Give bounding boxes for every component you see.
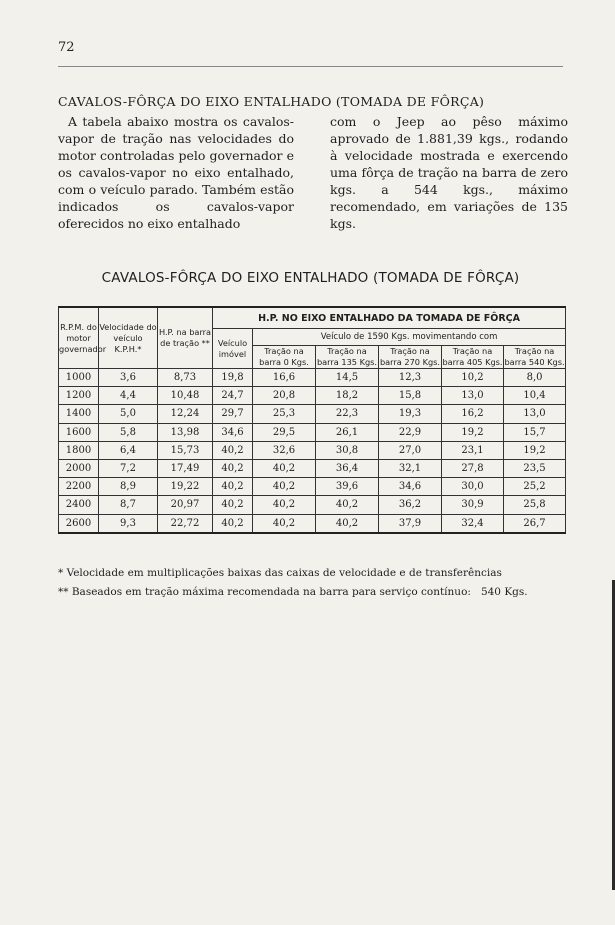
table-cell: 36,2 (379, 496, 442, 514)
table-cell: 1200 (59, 387, 99, 405)
table-cell: 1000 (59, 369, 99, 387)
table-cell: 40,2 (253, 514, 316, 533)
header-rpm: R.P.M. do motor governador (59, 307, 99, 369)
table-cell: 36,4 (316, 459, 379, 477)
table-cell: 5,8 (99, 423, 158, 441)
table-cell: 22,9 (379, 423, 442, 441)
table-cell: 12,3 (379, 369, 442, 387)
table-cell: 8,73 (158, 369, 213, 387)
table-cell: 19,22 (158, 478, 213, 496)
table-title: CAVALOS-FÔRÇA DO EIXO ENTALHADO (TOMADA DE FÔRÇA) (101, 270, 520, 286)
table-cell: 20,97 (158, 496, 213, 514)
page-number: 72 (58, 40, 75, 55)
table-cell: 19,2 (504, 441, 566, 459)
table-cell: 40,2 (316, 496, 379, 514)
intro-right-text: com o Jeep ao pêso máximo aprovado de 1.881,39 kgs., rodando à velocidade mostrada e exercendo uma fôrça de tração na barra de zero kgs. a 544 kgs., máximo recomendado, em variações de 135 kgs. (330, 114, 568, 231)
table-cell: 15,8 (379, 387, 442, 405)
table-body (59, 369, 566, 533)
table-cell: 19,2 (442, 423, 504, 441)
section-title: CAVALOS-FÔRÇA DO EIXO ENTALHADO (TOMADA DE FÔRÇA) (58, 94, 485, 109)
table-cell: 40,2 (213, 441, 253, 459)
table-cell: 29,5 (253, 423, 316, 441)
table-row (59, 459, 566, 477)
table-cell: 40,2 (253, 459, 316, 477)
header-hp-group: H.P. NO EIXO ENTALHADO DA TOMADA DE FÔRÇA (213, 307, 566, 329)
table-cell: 8,9 (99, 478, 158, 496)
table-cell: 26,7 (504, 514, 566, 533)
table-cell: 16,6 (253, 369, 316, 387)
table-cell: 19,8 (213, 369, 253, 387)
table-cell: 32,6 (253, 441, 316, 459)
table-cell: 8,7 (99, 496, 158, 514)
table-cell: 13,98 (158, 423, 213, 441)
table-row (59, 387, 566, 405)
table-cell: 34,6 (213, 423, 253, 441)
footnote-traction-text: ** Baseados em tração máxima recomendada na barra para serviço contínuo: (58, 586, 471, 598)
table-cell: 2600 (59, 514, 99, 533)
table-cell: 18,2 (316, 387, 379, 405)
header-rule (58, 66, 563, 67)
table-cell: 1400 (59, 405, 99, 423)
table-cell: 16,2 (442, 405, 504, 423)
header-hp-bar: H.P. na barra de tração ** (158, 307, 213, 369)
table-cell: 26,1 (316, 423, 379, 441)
table-cell: 23,5 (504, 459, 566, 477)
table-cell: 2200 (59, 478, 99, 496)
header-traction-0: Tração na barra 0 Kgs. (253, 346, 316, 369)
table-cell: 37,9 (379, 514, 442, 533)
table-cell: 4,4 (99, 387, 158, 405)
table-cell: 40,2 (213, 459, 253, 477)
table-cell: 40,2 (213, 514, 253, 533)
table-row (59, 514, 566, 533)
table-cell: 23,1 (442, 441, 504, 459)
table-row (59, 496, 566, 514)
table-cell: 27,8 (442, 459, 504, 477)
table-row (59, 405, 566, 423)
footnote-traction (58, 586, 568, 598)
table-row (59, 369, 566, 387)
table-cell: 15,73 (158, 441, 213, 459)
table-cell: 27,0 (379, 441, 442, 459)
table-cell: 2000 (59, 459, 99, 477)
table-cell: 5,0 (99, 405, 158, 423)
intro-left-column (58, 113, 294, 232)
table-cell: 40,2 (253, 478, 316, 496)
table-cell: 6,4 (99, 441, 158, 459)
table-cell: 30,9 (442, 496, 504, 514)
table-cell: 7,2 (99, 459, 158, 477)
table-row (59, 441, 566, 459)
header-traction-405: Tração na barra 405 Kgs. (442, 346, 503, 367)
table-cell: 32,4 (442, 514, 504, 533)
table-cell: 30,0 (442, 478, 504, 496)
table-cell: 1800 (59, 441, 99, 459)
table-cell: 19,3 (379, 405, 442, 423)
table-cell: 13,0 (442, 387, 504, 405)
table-cell: 40,2 (213, 478, 253, 496)
header-traction-270: Tração na barra 270 Kgs. (379, 346, 441, 367)
table-cell: 40,2 (316, 514, 379, 533)
table-cell: 25,2 (504, 478, 566, 496)
table-cell: 25,8 (504, 496, 566, 514)
table-cell: 22,3 (316, 405, 379, 423)
table-cell: 25,3 (253, 405, 316, 423)
header-traction-540: Tração na barra 540 Kgs. (504, 346, 565, 367)
table-cell: 2400 (59, 496, 99, 514)
hp-table (58, 306, 566, 534)
table-cell: 10,4 (504, 387, 566, 405)
table-cell: 17,49 (158, 459, 213, 477)
table-cell: 13,0 (504, 405, 566, 423)
header-traction-135: Tração na barra 135 Kgs. (316, 346, 378, 367)
table-cell: 3,6 (99, 369, 158, 387)
table-row (59, 478, 566, 496)
table-cell: 10,48 (158, 387, 213, 405)
table-cell: 20,8 (253, 387, 316, 405)
table-cell: 34,6 (379, 478, 442, 496)
table-cell: 10,2 (442, 369, 504, 387)
table-cell: 30,8 (316, 441, 379, 459)
table-cell: 29,7 (213, 405, 253, 423)
table-cell: 40,2 (213, 496, 253, 514)
table-row (59, 423, 566, 441)
header-stationary: Veículo imóvel (213, 329, 253, 369)
intro-right-column (330, 113, 568, 232)
table-cell: 12,24 (158, 405, 213, 423)
table-cell: 22,72 (158, 514, 213, 533)
table-cell: 32,1 (379, 459, 442, 477)
table-cell: 15,7 (504, 423, 566, 441)
header-moving-group: Veículo de 1590 Kgs. movimentando com (253, 329, 566, 346)
intro-left-text: A tabela abaixo mostra os cavalos-vapor de tração nas velocidades do motor controladas pelo governador e os cavalos-vapor no eixo entalhado, com o veículo parado. Também estão indicados os cavalos-vapor oferecidos no eixo entalhado (58, 114, 294, 231)
table-cell: 1600 (59, 423, 99, 441)
table-cell: 8,0 (504, 369, 566, 387)
table-cell: 39,6 (316, 478, 379, 496)
table-cell: 14,5 (316, 369, 379, 387)
table-cell: 24,7 (213, 387, 253, 405)
footnote-speed: * Velocidade em multiplicações baixas das caixas de velocidade e de transferências (58, 567, 502, 579)
table-header (59, 307, 566, 369)
table-cell: 9,3 (99, 514, 158, 533)
table-cell: 40,2 (253, 496, 316, 514)
footnote-traction-value: 540 Kgs. (480, 586, 528, 598)
header-speed: Velocidade do veículo K.P.H.* (99, 307, 158, 369)
